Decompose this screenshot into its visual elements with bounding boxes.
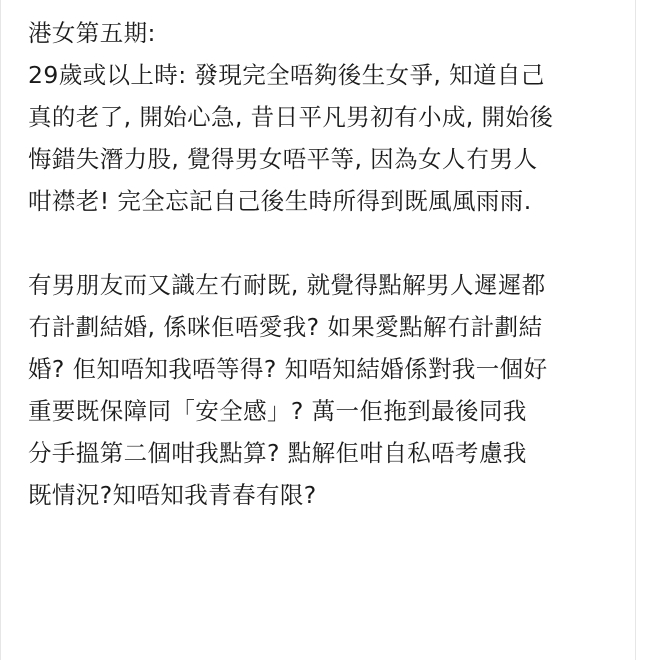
- text-line: 29歲或以上時: 發現完全唔夠後生女爭, 知道自己: [28, 61, 545, 89]
- paragraph-gap: [28, 222, 634, 264]
- text-line: 咁襟老! 完全忘記自己後生時所得到既風風雨雨.: [28, 187, 532, 215]
- text-line: 冇計劃結婚, 係咪佢唔愛我? 如果愛點解冇計劃結: [28, 313, 543, 341]
- text-line: 既情況?知唔知我青春有限?: [28, 481, 317, 509]
- text-line: 分手搵第二個咁我點算? 點解佢咁自私唔考慮我: [28, 439, 527, 467]
- post-body: [28, 12, 634, 516]
- text-line: 有男朋友而又識左冇耐既, 就覺得點解男人遲遲都: [28, 271, 546, 299]
- text-line: 悔錯失潛力股, 覺得男女唔平等, 因為女人冇男人: [28, 145, 538, 173]
- text-line: 重要既保障同「安全感」? 萬一佢拖到最後同我: [28, 397, 527, 425]
- post-heading: 港女第五期:: [28, 19, 156, 47]
- text-line: 婚? 佢知唔知我唔等得? 知唔知結婚係對我一個好: [28, 355, 548, 383]
- text-line: 真的老了, 開始心急, 昔日平凡男初有小成, 開始後: [28, 103, 554, 131]
